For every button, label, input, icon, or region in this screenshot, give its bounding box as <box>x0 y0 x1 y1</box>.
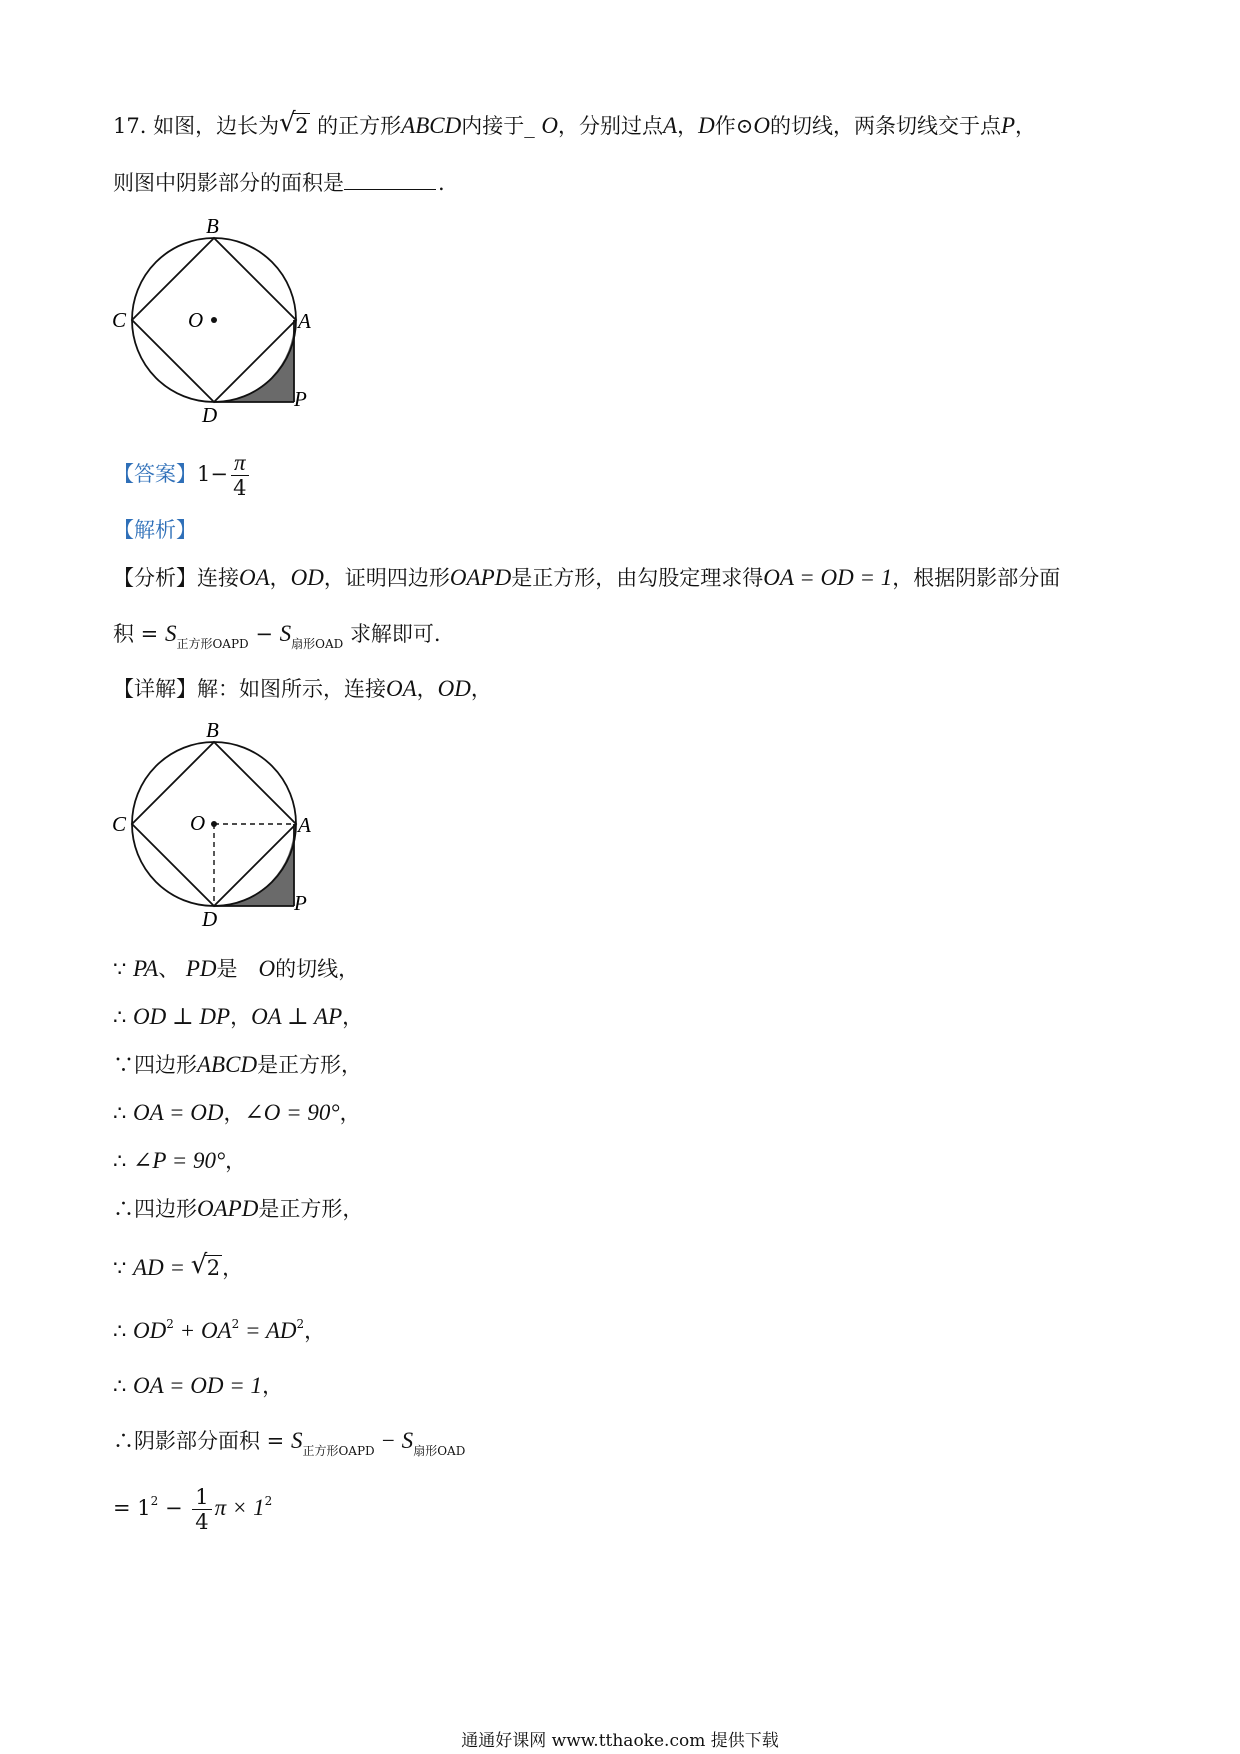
problem-text: 则图中阴影部分的面积是 <box>113 171 344 195</box>
problem-text: ， <box>1015 114 1037 138</box>
step-text: 是 <box>216 957 259 981</box>
answer-line <box>113 450 252 500</box>
label-b: B <box>206 214 219 238</box>
step-10 <box>113 1425 465 1460</box>
math: OD ⊥ DP <box>133 1004 231 1029</box>
step-7 <box>113 1252 243 1284</box>
label-c: C <box>112 308 127 332</box>
step-text: ∵四边形 <box>113 1053 197 1077</box>
math-s: S <box>164 621 177 646</box>
label-p: P <box>294 891 307 915</box>
step-text: ∵ <box>113 957 134 981</box>
problem-text: 作⊙ <box>714 114 754 138</box>
step-text: ， <box>339 1101 361 1125</box>
math: OA = OD <box>133 1100 224 1125</box>
math: π × 1 <box>214 1495 265 1520</box>
sqrt-two: √ 2 <box>190 1250 221 1280</box>
superscript: 2 <box>166 1317 174 1331</box>
detail-label: 【详解】 <box>113 677 197 701</box>
answer-blank <box>344 167 436 190</box>
circle-symbol: _ <box>524 114 535 138</box>
step-9 <box>113 1370 283 1402</box>
math-abcd: ABCD <box>401 113 462 138</box>
label-a: A <box>298 813 311 837</box>
step-text: ， <box>230 1005 252 1029</box>
step-text: 是正方形， <box>258 1197 364 1221</box>
step-text: ∴ <box>113 1101 134 1125</box>
center-dot <box>211 821 217 827</box>
label-o: O <box>188 308 204 332</box>
math: OA ⊥ AP <box>251 1004 343 1029</box>
subscript: 正方形OAPD <box>302 1444 375 1458</box>
step-text: ∴四边形 <box>113 1197 197 1221</box>
label-o: O <box>190 811 206 835</box>
step-text: ， <box>262 1374 284 1398</box>
step-text: 、 <box>158 957 180 981</box>
math: ∠P = 90° <box>133 1148 226 1173</box>
detail-text: 解：如图所示，连接 <box>197 677 386 701</box>
problem-text: 的切线，两条切线交于点 <box>769 114 1001 138</box>
math: PD <box>185 956 217 981</box>
step-11 <box>113 1480 272 1539</box>
analysis-text: 是正方形，由勾股定理求得 <box>511 566 764 590</box>
subscript: 扇形OAD <box>413 1444 466 1458</box>
fraction-pi-over-4: $\frac{\pi}{4}$ <box>231 451 249 500</box>
math: ABCD <box>197 1052 258 1077</box>
math: + OA <box>173 1318 232 1343</box>
math: O <box>258 956 276 981</box>
step-text: ， <box>222 1256 244 1280</box>
math: OAPD <box>197 1196 259 1221</box>
math-a: A <box>663 113 678 138</box>
label-p: P <box>294 387 307 411</box>
label-c: C <box>112 812 127 836</box>
problem-number: 17. <box>113 114 147 138</box>
step-text: ， <box>223 1101 245 1125</box>
answer-label: 【答案】 <box>113 462 197 486</box>
label-b: B <box>206 718 219 742</box>
analysis-label: 【分析】 <box>113 566 197 590</box>
problem-text: 如图，边长为 <box>153 114 280 138</box>
problem-text: 内接于 <box>461 114 525 138</box>
step-5 <box>113 1145 246 1177</box>
math-oa: OA <box>239 565 270 590</box>
math: PA <box>133 956 159 981</box>
step-text: ∴阴影部分面积 = <box>113 1429 291 1453</box>
step-text: ， <box>342 1005 364 1029</box>
analysis-text: ，证明四边形 <box>323 566 450 590</box>
analysis-text: − <box>248 622 280 646</box>
math: − <box>158 1496 190 1520</box>
problem-text: 的正方形 <box>317 114 402 138</box>
step-4 <box>113 1097 361 1129</box>
math-o: O <box>541 113 559 138</box>
step-8 <box>113 1315 325 1350</box>
math-d: D <box>698 113 715 138</box>
math-eq: OA = OD = 1 <box>763 565 893 590</box>
figure-1 <box>110 212 330 422</box>
analysis-text: ，根据阴影部分面 <box>892 566 1061 590</box>
math: AD = <box>133 1255 191 1280</box>
subscript: 正方形OAPD <box>176 637 249 651</box>
answer-value: 1 <box>197 462 211 486</box>
problem-text: ， <box>677 114 699 138</box>
math-p: P <box>1000 113 1016 138</box>
math-od: OD <box>437 676 471 701</box>
step-3 <box>113 1049 362 1081</box>
step-1 <box>113 953 359 985</box>
math: S <box>290 1428 303 1453</box>
fraction-one-quarter: $\frac{1}{4}$ <box>192 1485 211 1534</box>
jiexi-label: 【解析】 <box>113 518 197 542</box>
math: = 1 <box>113 1496 151 1520</box>
math-o: O <box>753 113 770 138</box>
analysis-text: 求解即可. <box>349 622 441 646</box>
step-text: ∴ <box>113 1319 134 1343</box>
answer-value: − <box>210 462 228 486</box>
math: ∠O = 90° <box>244 1100 340 1125</box>
analysis-text: 积 = <box>113 622 165 646</box>
analysis-line-1 <box>113 562 1060 594</box>
figure-2 <box>110 716 330 926</box>
step-text: 是正方形， <box>257 1053 363 1077</box>
footer-source: 通通好课网 www.tthaoke.com 提供下载 <box>461 1731 779 1751</box>
math-oapd: OAPD <box>449 565 512 590</box>
math: OA = OD = 1 <box>133 1373 263 1398</box>
step-text: ， <box>304 1319 326 1343</box>
center-dot <box>211 317 217 323</box>
math: − S <box>374 1428 414 1453</box>
step-6 <box>113 1193 363 1225</box>
problem-text: ，分别过点 <box>558 114 664 138</box>
math-oa: OA <box>386 676 417 701</box>
problem-line-1 <box>113 110 1036 142</box>
detail-text: ， <box>470 677 492 701</box>
step-text: ∵ <box>113 1256 134 1280</box>
analysis-line-2 <box>113 618 441 653</box>
superscript: 2 <box>296 1317 305 1331</box>
superscript: 2 <box>264 1494 273 1508</box>
math-s: S <box>279 621 292 646</box>
label-d: D <box>202 403 218 422</box>
analysis-text: ， <box>269 566 291 590</box>
step-text: ∴ <box>113 1374 134 1398</box>
problem-text: . <box>438 171 445 195</box>
step-text: ∴ <box>113 1149 134 1173</box>
math: = AD <box>239 1318 297 1343</box>
detail-line <box>113 673 492 705</box>
sqrt-two: √ 2 <box>279 108 309 138</box>
problem-line-2 <box>113 167 445 199</box>
step-text: 的切线， <box>275 957 360 981</box>
analysis-text: 连接 <box>197 566 239 590</box>
label-d: D <box>202 907 218 926</box>
step-text: ∴ <box>113 1005 134 1029</box>
subscript: 扇形OAD <box>291 637 344 651</box>
detail-text: ， <box>416 677 438 701</box>
superscript: 2 <box>231 1317 240 1331</box>
superscript: 2 <box>150 1494 159 1508</box>
step-text: ， <box>225 1149 247 1173</box>
label-a: A <box>298 309 311 333</box>
math-od: OD <box>290 565 324 590</box>
step-2 <box>113 1001 363 1033</box>
math: OD <box>133 1318 167 1343</box>
